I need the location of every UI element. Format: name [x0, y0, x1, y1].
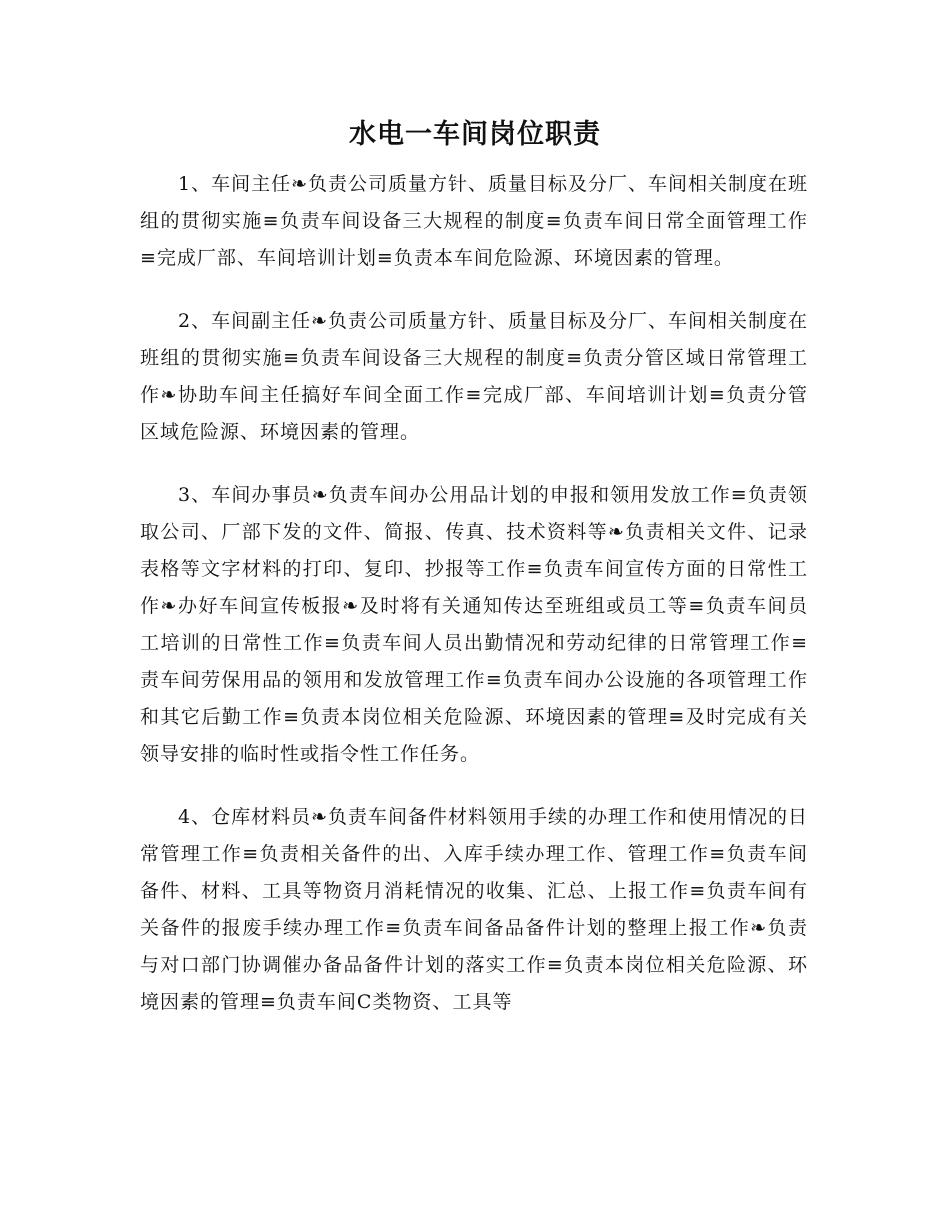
- paragraph-deputy-director: 2、车间副主任❧负责公司质量方针、质量目标及分厂、车间相关制度在班组的贯彻实施≡负责车间设备三大规程的制度≡负责分管区域日常管理工作❧协助车间主任搞好车间全面工作≡完成厂部、车间培训计划≡负责分管区域危险源、环境因素的管理。: [140, 310, 809, 443]
- document-body: [140, 166, 808, 1047]
- paragraph-warehouse-clerk: 4、仓库材料员❧负责车间备件材料领用手续的办理工作和使用情况的日常管理工作≡负责相关备件的出、入库手续办理工作、管理工作≡负责车间备件、材料、工具等物资月消耗情况的收集、汇总、上报工作≡负责车间有关备件的报废手续办理工作≡负责车间备品备件计划的整理上报工作❧负责与对口部门协调催办备品备件计划的落实工作≡负责本岗位相关危险源、环境因素的管理≡负责车间C类物资、工具等: [140, 806, 809, 1013]
- document-title: 水电一车间岗位职责: [349, 119, 601, 150]
- paragraph-office-clerk: 3、车间办事员❧负责车间办公用品计划的申报和领用发放工作≡负责领取公司、厂部下发的文件、简报、传真、技术资料等❧负责相关文件、记录表格等文字材料的打印、复印、抄报等工作≡负责车间宣传方面的日常性工作❧办好车间宣传板报❧及时将有关通知传达至班组或员工等≡负责车间员工培训的日常性工作≡负责车间人员出勤情况和劳动纪律的日常管理工作≡责车间劳保用品的领用和发放管理工作≡负责车间办公设施的各项管理工作和其它后勤工作≡负责本岗位相关危险源、环境因素的管理≡及时完成有关领导安排的临时性或指令性工作任务。: [140, 484, 808, 765]
- paragraph-workshop-director: 1、车间主任❧负责公司质量方针、质量目标及分厂、车间相关制度在班组的贯彻实施≡负责车间设备三大规程的制度≡负责车间日常全面管理工作≡完成厂部、车间培训计划≡负责本车间危险源、环境因素的管理。: [140, 173, 809, 269]
